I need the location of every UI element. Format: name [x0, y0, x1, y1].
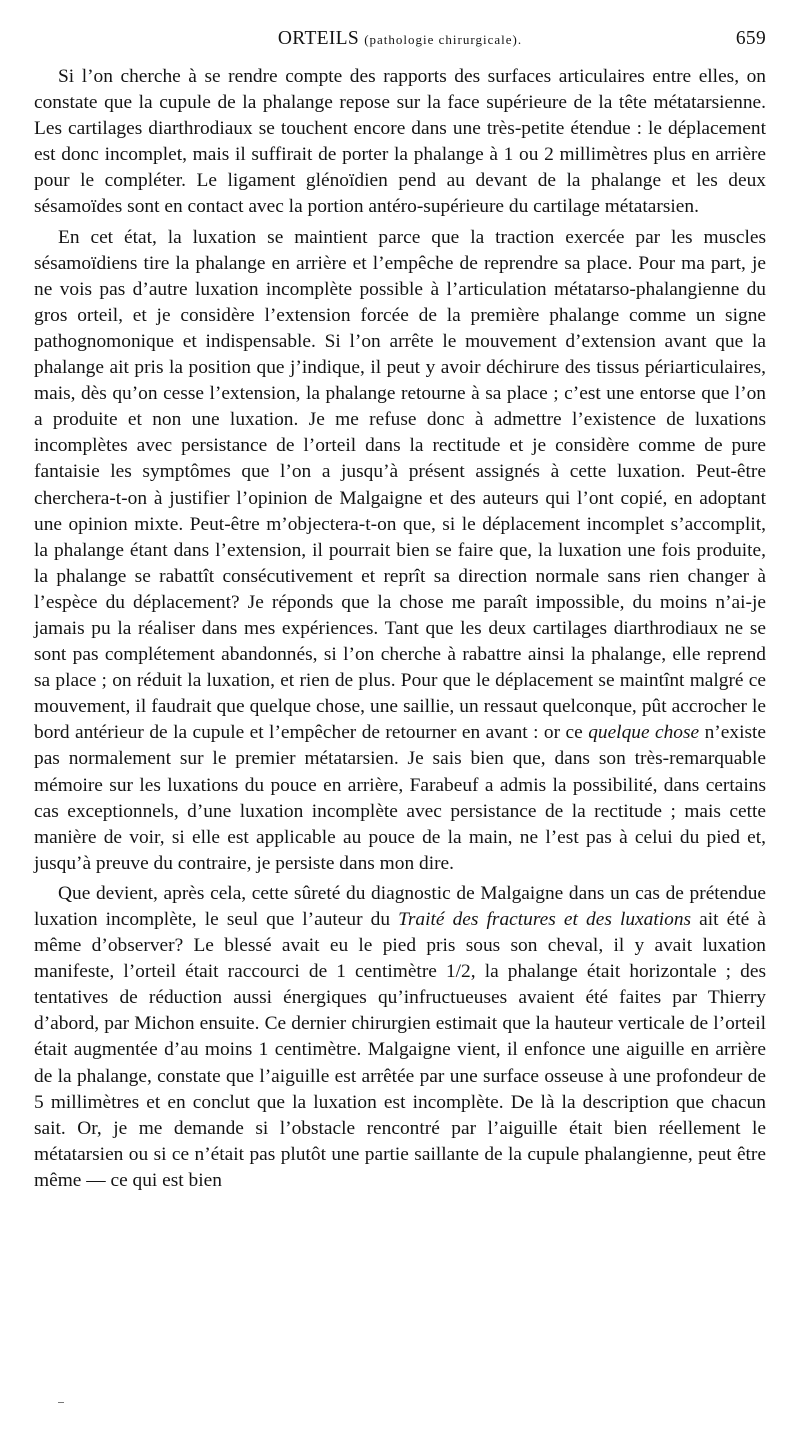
paragraph: [34, 64, 766, 221]
running-title: [34, 28, 766, 50]
page-speck: [58, 1402, 64, 1403]
running-head: [34, 28, 766, 58]
italic-run: quelque chose: [588, 722, 700, 744]
italic-run: Traité des fractures et des luxations: [398, 909, 692, 930]
text-run: n’existe pas normalement sur le premier métatarsien. Je sais bien que, dans son très-remarquable mémoire sur les luxations du pouce en arrière, Farabeuf a admis la possibilité, dans certains cas exceptionnels, d’une luxation incomplète avec persistance de la rectitude ; mais cette manière de voir, si elle est applicable au pouce de la main, ne l’est pas à celui du pied et, jusqu’à preuve du contraire, je persiste dans mon dire.: [34, 722, 766, 874]
paragraph: [34, 225, 766, 877]
text-run: Si l’on cherche à se rendre compte des rapports des surfaces articulaires entre elles, on constate que la cupule de la phalange repose sur la face supérieure de la tête métatarsienne. Les cartilages diarthrodiaux se touchent encore dans une très-petite étendue : le déplacement est donc incomplet, mais il suffirait de porter la phalange à 1 ou 2 millimètres plus en arrière pour le compléter. Le ligament glénoïdien pend au devant de la phalange et les deux sésamoïdes sont en contact avec la portion antéro-supérieure du cartilage métatarsien.: [34, 66, 766, 218]
body-text: [34, 64, 766, 1194]
text-run: Que devient, après cela, cette sûreté du diagnostic de Malgaigne dans un cas de prétendue luxation incomplète, le seul que l’auteur du: [34, 882, 766, 930]
text-run: ait été à même d’observer? Le blessé avait eu le pied pris sous son cheval, il y avait luxation manifeste, l’orteil était raccourci de 1 centimètre 1/2, la phalange était horizontale ; des tentatives de réduction aussi énergiques qu’infructueuses avaient été faites par Thierry d’abord, par Michon ensuite. Ce dernier chirurgien estimait que la hauteur verticale de l’orteil était augmentée d’au moins 1 centimètre. Malgaigne vient, il enfonce une aiguille en arrière de la phalange, constate que l’aiguille est arrêtée par une surface osseuse à une profondeur de 5 millimètres et en conclut que la luxation est incomplète. De là la description que chacun sait. Or, je me demande si l’obstacle rencontré par l’aiguille était bien réellement le métatarsien ou si ce n’était pas plutôt une partie saillante de la cupule phalangienne, peut être même — ce qui est bien: [34, 909, 766, 1191]
running-title-main: ORTEILS: [277, 28, 360, 49]
text-run: En cet état, la luxation se maintient parce que la traction exercée par les muscles sésamoïdiens tire la phalange en arrière et l’empêche de reprendre sa place. Pour ma part, je ne vois pas d’autre luxation incomplète possible à l’articulation métatarso-phalangienne du gros orteil, et je considère l’extension forcée de la première phalange comme un signe pathognomonique et indispensable. Si l’on arrête le mouvement d’extension avant que la phalange ait pris la position que j’indique, il peut y avoir déchirure des tissus périarticulaires, mais, dès qu’on cesse l’extension, la phalange retourne à sa place ; c’est une entorse que l’on a produite et non une luxation. Je me refuse donc à admettre l’existence de luxations incomplètes avec persistance de l’orteil dans la rectitude et je considère comme de pure fantaisie les symptômes que l’on a jusqu’à présent assignés à cette luxation. Peut-être cherchera-t-on à justifier l’opinion de Malgaigne et des auteurs qui l’ont copié, en adoptant une opinion mixte. Peut-être m’objectera-t-on que, si le déplacement incomplet s’accomplit, la phalange étant dans l’extension, il pourrait bien se faire que, la luxation une fois produite, la phalange se rabattît consécutivement et reprît sa direction normale sans rien changer à l’espèce du déplacement? Je réponds que la chose me paraît impossible, du moins n’ai-je jamais pu la réaliser dans mes expériences. Tant que les deux cartilages diarthrodiaux ne se sont pas complétement abandonnés, si l’on cherche à rabattre ainsi la phalange, elle reprend sa place ; on réduit la luxation, et rien de plus. Pour que le déplacement se maintînt malgré ce mouvement, il faudrait que quelque chose, une saillie, un ressaut quelconque, pût accrocher le bord antérieur de la cupule et l’empêcher de retourner en avant : or ce: [34, 226, 766, 744]
running-title-sub: (pathologie chirurgicale).: [364, 32, 523, 47]
paragraph: [34, 881, 766, 1194]
page-number: 659: [735, 28, 766, 49]
